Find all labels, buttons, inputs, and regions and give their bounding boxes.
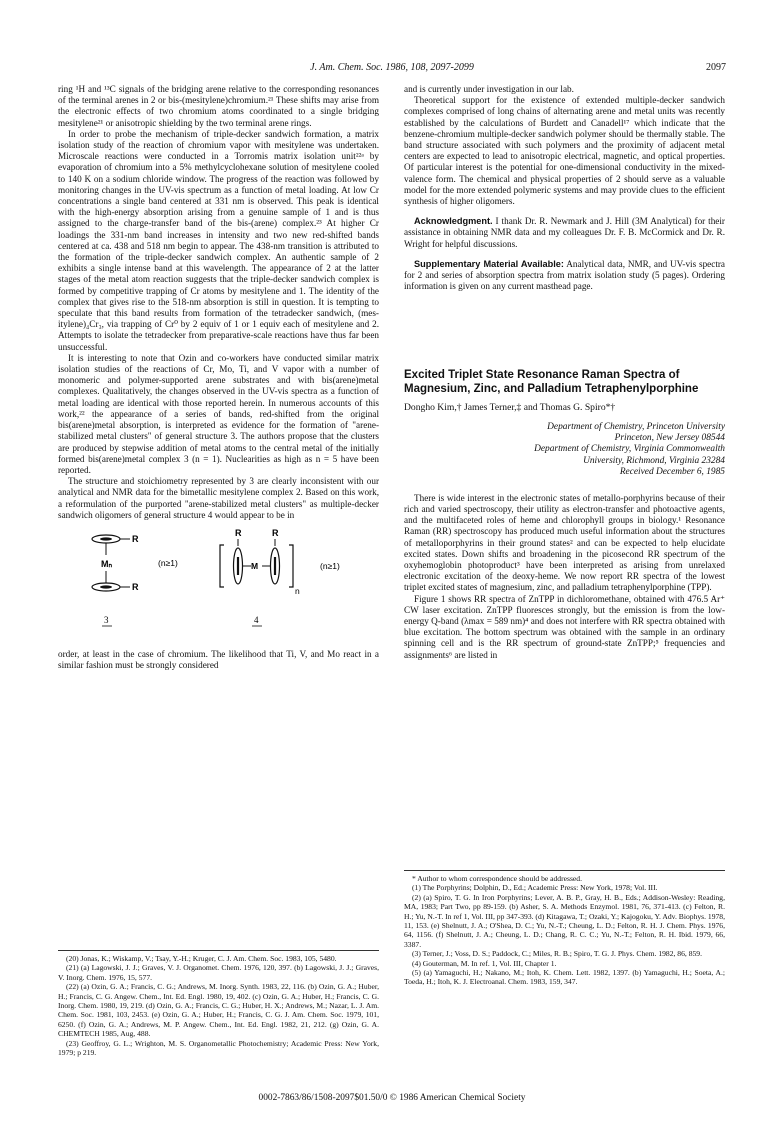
acknowledgment-text: I thank Dr. R. Newmark and J. Hill (3M Analytical) for their assistance in obtaining NMR data and my colleagues Dr. F. B. McCormick and Dr. R. Wright for helpful discussions. [404, 216, 725, 249]
chemical-structure-scheme [58, 527, 379, 645]
paragraph: There is wide interest in the electronic states of metallo-porphyrins because of their rich and varied spectroscopy, their utility as electron-transfer and photoactive agents, and the multifaceted roles of heme and chlorophyll groups in biology.¹ Resonance Raman (RR) spectroscopy has produced much useful information about the structures of metalloporphyrins in their ground states² and can be expected to help elucidate excited states. Down shifts and broadening in the picosecond RR spectrum of the oxyhemoglobin photoproduct³ have been interpreted as arising from unrelaxed electronic excitation of the deoxy-heme. We now report RR spectra of the lowest triplet excited states of magnesium, zinc, and palladium tetraphenylporphine (TPP). [404, 492, 725, 593]
paragraph: and is currently under investigation in our lab. [404, 84, 574, 94]
reference: (4) Gouterman, M. In ref. 1, Vol. III, Chapter 1. [412, 958, 557, 968]
repeat-count-label: n [295, 585, 300, 596]
reference: (20) Jonas, K.; Wiskamp, V.; Tsay, Y.-H.; Kruger, C. J. Am. Chem. Soc. 1983, 105, 5480. [66, 954, 337, 963]
structure-3 [92, 534, 178, 626]
affiliations [404, 422, 725, 479]
condition-label: (n≥1) [158, 557, 178, 568]
left-column [58, 84, 379, 671]
footnotes-left [58, 950, 379, 1057]
paragraph: order, at least in the case of chromium. The likelihood that Ti, V, and Mo react in a similar fashion must be strongly considered [58, 648, 379, 671]
reference: (23) Geoffroy, G. L.; Wrighton, M. S. Organometallic Photochemistry; Academic Press: New York, 1979; p 219. [58, 1038, 379, 1058]
substituent-r-label: R [235, 527, 242, 538]
paragraph: ring ¹H and ¹³C signals of the bridging arene relative to the corresponding resonances of the terminal arenes in 2 or bis-(mesitylene)chromium.²¹ These shifts may arise from the electronic effects of two chromium atoms coordinated to a single bridging mesitylene²¹ or anisotropic shielding by the two terminal arene rings. [58, 84, 379, 128]
reference: (2) (a) Spiro, T. G. In Iron Porphyrins; Lever, A. B. P., Gray, H. B., Eds.; Addison-Wesley: Reading, MA, 1983; Part Two, pp 89-159. (b) Asher, S. A. Methods Enzymol. 1981, 76, 371-413. (c) Felton, R. H.; Yu, N.-T. In ref 1, Vol. III, pp 347-393. (d) Kitagawa, T.; Ozaki, Y.; Kajogoku, Y. Adv. Biophys. 1978, 11, 153. (e) Shelnutt, J. A.; O'Shea, D. C.; Yu, N.-T.; Cheung, L. D.; Felton, R. H. J. Chem. Phys. 1976, 64, 1156. (f) Shelnutt, J. A.; Cheung, L. D.; Chang, R. C. C.; Yu, N.-T.; Felton, R. H. Ibid. 1979, 66, 3387. [404, 892, 725, 949]
article-title: Excited Triplet State Resonance Raman Spectra of Magnesium, Zinc, and Palladium Tetraphenylporphine [404, 369, 699, 396]
reference: * Author to whom correspondence should be addressed. [412, 874, 582, 883]
affiliation-line: Princeton, New Jersey 08544 [614, 433, 725, 444]
condition-label: (n≥1) [320, 560, 340, 571]
affiliation-line: Department of Chemistry, Virginia Commonwealth [534, 444, 725, 455]
supplementary-text: Analytical data, NMR, and UV-vis spectra for 2 and series of absorption spectra from matrix isolation study (5 pages). Ordering information is given on any current masthead page. [404, 258, 726, 292]
paragraph: Figure 1 shows RR spectra of ZnTPP in dichloromethane, obtained with 476.5 Ar⁺ CW laser excitation. ZnTPP fluoresces strongly, but the emission is from the low-energy Q-band (λmax = 589 nm)⁴ and does not interfere with RR spectra obtained with blue excitation. The bottom spectrum was obtained with the sample in an ordinary spinning cell and is the RR spectrum of ground-state ZnTPP;⁵ frequencies and assignments⁶ are listed in [404, 593, 725, 660]
compound-number-3: 3 [104, 614, 109, 625]
bracket-left [220, 545, 224, 587]
structure-4 [220, 528, 340, 626]
substituent-r-label: R [132, 581, 139, 592]
right-column [404, 84, 725, 661]
author-list: Dongho Kim,† James Terner,‡ and Thomas G. Spiro*† [404, 402, 616, 414]
structure-drawing [58, 527, 379, 645]
bracket-right [289, 545, 293, 587]
page-header [58, 62, 726, 76]
page-number: 2097 [706, 62, 726, 73]
reference: (3) Terner, J.; Voss, D. S.; Paddock, C.; Miles, R. B.; Spiro, T. G. J. Phys. Chem. 1982, 86, 859. [412, 949, 702, 959]
supplementary-heading: Supplementary Material Available: [414, 258, 564, 269]
paragraph: The structure and stoichiometry represented by 3 are clearly inconsistent with our analytical and NMR data for the bimetallic mesitylene complex 2. Based on this work, a reformulation of the purported "arene-stabilized metal clusters" as multiple-decker sandwich oligomers of general structure 4 would appear to be in [58, 476, 379, 520]
reference: (22) (a) Ozin, G. A.; Francis, C. G.; Andrews, M. Inorg. Synth. 1983, 22, 116. (b) Ozin, G. A.; Huber, H.; Francis, C. G. Angew. Chem., Int. Ed. Engl. 1980, 19, 402. (c) Ozin, G. A.; Huber, H.; Francis, C. G. Inorg. Chem. 1980, 19, 219. (d) Ozin, G. A.; Francis, C. G.; Huber, H. X.; Andrews, M.; Nazar, L. J. Am. Chem. Soc. 1981, 103, 2453. (e) Ozin, G. A.; Huber, H.; Francis, C. G. J. Am. Chem. Soc. 1979, 101, 6250. (f) Ozin, G. A.; Andrews, M. P. Angew. Chem., Int. Ed. Engl. 1982, 21, 212. (g) Ozin, G. A. CHEMTECH 1985, Aug, 488. [58, 982, 379, 1039]
paragraph: In order to probe the mechanism of triple-decker sandwich formation, a matrix isolation study of the reaction of chromium vapor with mesitylene was undertaken. Microscale reactions were conducted in a Torromis matrix isolation unit²²ᵃ by evaporation of chromium into a 5% methylcyclohexane solution of mesitylene cooled to 140 K on a sodium chloride window. The progress of the reaction was followed by monitoring changes in the UV-vis spectrum as a function of metal loading. At low Cr concentrations a single band centered at 331 nm is observed. This peak is identical with the high-energy absorption arising from a genuine sample of 1 and is thus assigned to the charge-transfer band of the bis-(arene) complex.²³ At higher Cr loadings the 331-nm band increases in intensity and two new red-shifted bands centered at ca. 438 and 518 nm begin to appear. The 438-nm transition is attributed to the formation of the triple-decker sandwich complex. An authentic sample of 2 exhibits a single intense band at this wavelength. The appearance of 2 at the latter stages of the metal atom reaction suggests that the triple-decker sandwich complex is formed by competitive trapping of Cr atoms by mesitylene and 1. The identity of the complex that gives rise to the 518-nm absorption is still in question. It is tempting to speculate that this band results from formation of the tetradecker sandwich, (mes-itylene)₄Cr₃, via trapping of Cr⁰ by 2 equiv of 1 or 1 equiv each of mesitylene and 2. Attempts to isolate the tetradecker from preparative-scale reactions have thus far been unsuccessful. [58, 128, 379, 352]
paragraph: Theoretical support for the existence of extended multiple-decker sandwich complexes comprised of long chains of alternating arene and metal units was recently established by the calculations of Burdett and Canadell¹⁷ which indicate that the benzene-chromium multiple-decker sandwich polymer should be thermally stable. The band structure associated with such polymers and the proximity of adjacent metal centers are expected to lead to anisotropic electrical, magnetic, and optical properties. Of particular interest is the potential for one-dimensional conductivity in the mixed-valence form. The chemical and physical properties of 2 should serve as a valuable model for the more extended polymeric systems and may provide clues to the efficient synthesis of higher oligomers. [404, 95, 725, 207]
running-head: J. Am. Chem. Soc. 1986, 108, 2097-2099 [310, 62, 474, 73]
paragraph: It is interesting to note that Ozin and co-workers have conducted similar matrix isolation studies of the reactions of Cr, Mo, Ti, and V vapor with a number of monomeric and polymer-supported arene substrates and with bis(arene)metal complexes. Qualitatively, the changes observed in the UV-vis spectra as a function of metal loading are identical with those reported herein. In numerous accounts of this work,²² the appearance of a series of bands, red-shifted from the original bis(arene)metal absorption, is interpreted as evidence for the formation of "arene-stabilized metal clusters" of general structure 3. The authors propose that the clusters are produced by stepwise addition of metal atoms to the central metal of the initially formed bis(arene)metal complex 3 (n = 1). Nuclearities as high as n = 5 have been reported. [58, 352, 379, 475]
compound-number-4: 4 [254, 614, 259, 625]
reference: (1) The Porphyrins; Dolphin, D., Ed.; Academic Press: New York, 1978; Vol. III. [412, 883, 658, 893]
arene-ring-center [100, 585, 112, 588]
substituent-r-label: R [132, 533, 139, 544]
metal-label: M [251, 560, 259, 571]
metal-label: Mₙ [101, 558, 113, 569]
substituent-r-label: R [272, 527, 279, 538]
supplementary-material [404, 259, 725, 293]
page-footer: 0002-7863/86/1508-2097$01.50/0 © 1986 American Chemical Society [258, 1093, 526, 1103]
reference: (5) (a) Yamaguchi, H.; Nakano, M.; Itoh, K. Chem. Lett. 1982, 1397. (b) Yamaguchi, H.; Soeta, A.; Toeda, H.; Itoh, K. J. Electroanal. Chem. 1983, 159, 347. [404, 968, 725, 987]
affiliation-line: Department of Chemistry, Princeton University [547, 421, 725, 432]
received-date: Received December 6, 1985 [619, 467, 725, 478]
reference: (21) (a) Lagowski, J. J.; Graves, V. J. Organomet. Chem. 1976, 120, 397. (b) Lagowski, J. J.; Graves, V. Inorg. Chem. 1976, 15, 577. [58, 963, 379, 982]
footnotes-right [404, 870, 725, 987]
affiliation-line: University, Richmond, Virginia 23284 [583, 455, 725, 466]
arene-ring-center [100, 537, 112, 540]
acknowledgment-heading: Acknowledgment. [414, 216, 493, 227]
acknowledgment [404, 216, 725, 250]
